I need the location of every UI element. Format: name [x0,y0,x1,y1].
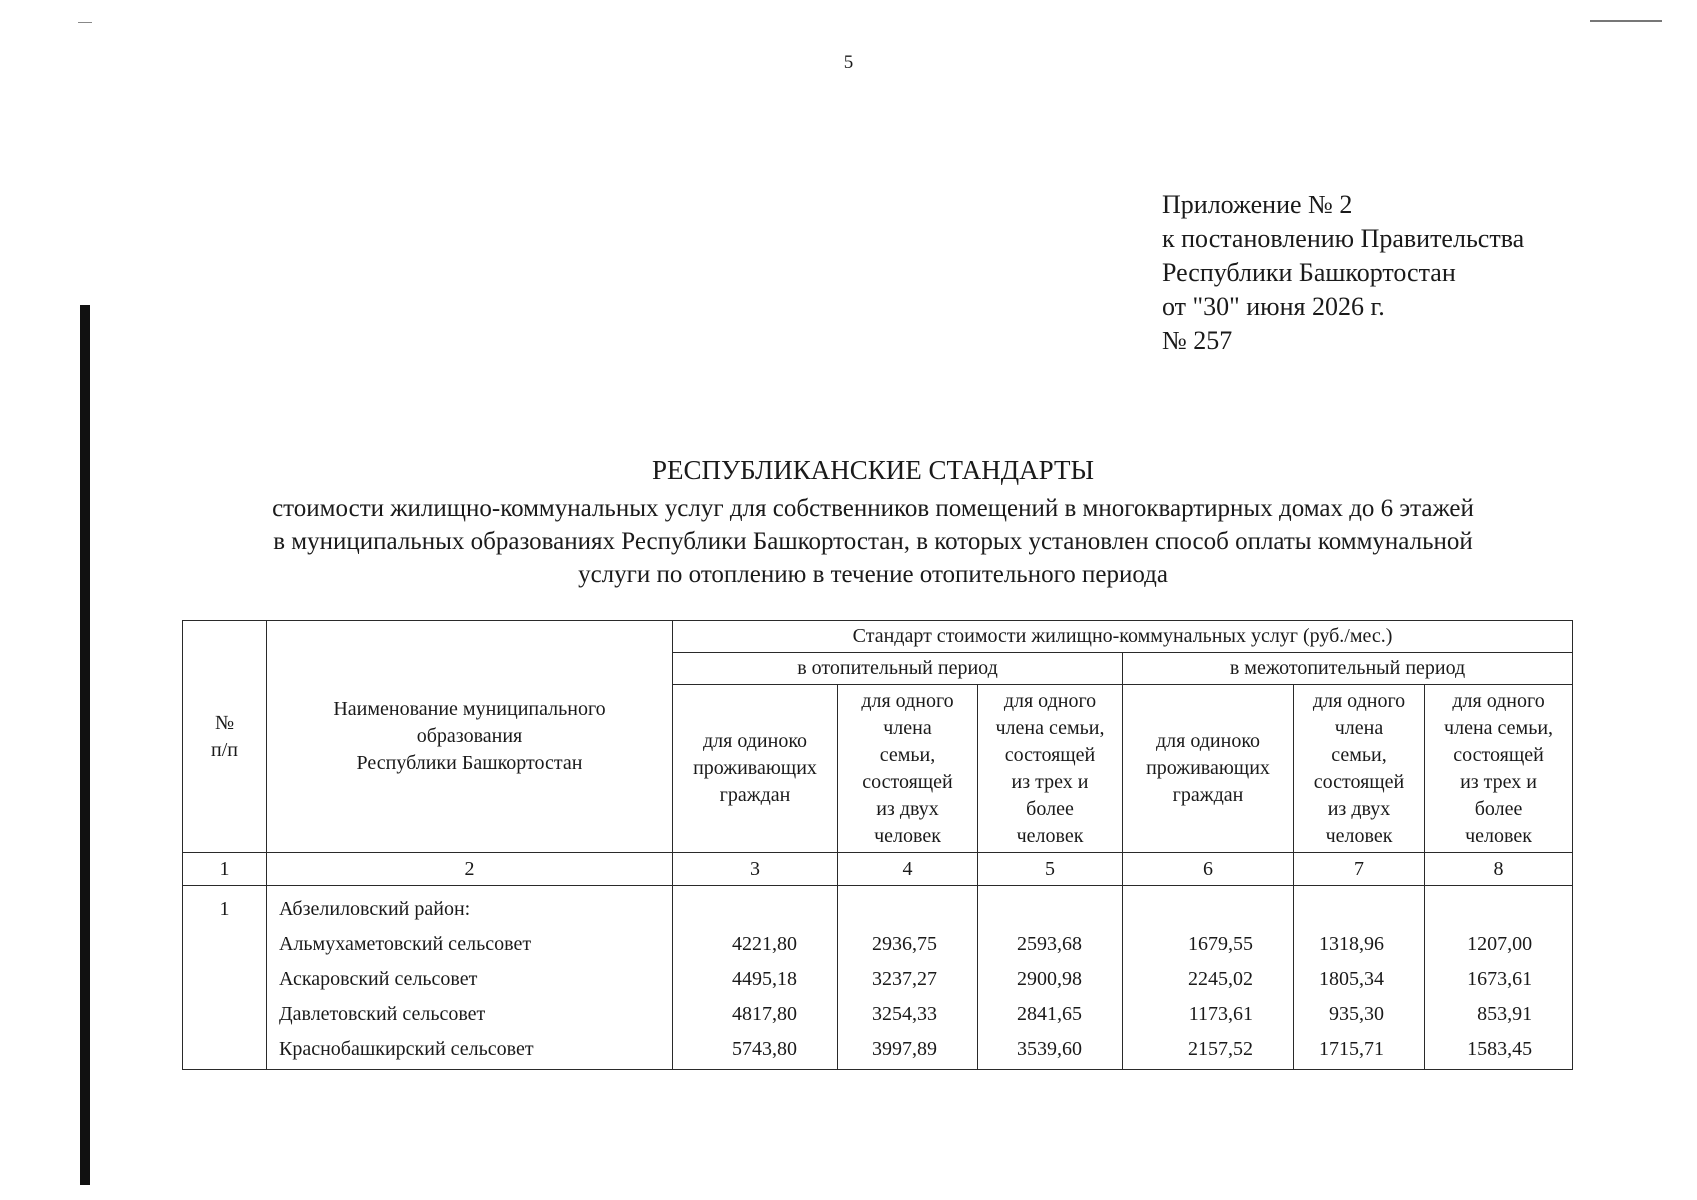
cost-value: 853,91 [1477,1003,1533,1025]
municipality-name: Давлетовский сельсовет [279,1003,486,1025]
header-sub-line: для одного [861,689,954,712]
header-sub-line: члена [883,716,932,739]
scan-artifact-line [78,22,92,23]
header-sub-line: человек [1325,824,1393,847]
district-title: Абзелиловский район: [279,898,471,920]
empty-value-line [677,892,833,927]
cost-value: 2841,65 [1017,1003,1082,1025]
cost-value: 1679,55 [1188,933,1253,955]
cost-value: 935,30 [1329,1003,1384,1025]
column-number-row [183,853,1573,886]
scan-artifact-line [1590,20,1662,22]
header-sub-line: члена [1334,716,1384,739]
header-sub-line: для одиноко [702,730,808,752]
header-num-line: п/п [211,738,238,761]
header-sub-line: из трех и [1460,770,1537,793]
column-number: 7 [1294,853,1425,886]
empty-value-line [1429,892,1568,927]
header-sub-line: человек [874,824,941,847]
value-cell-col8 [1425,886,1573,1070]
header-non-heating-period: в межотопительный период [1123,653,1573,685]
municipality-name: Альмухаметовский сельсовет [279,933,532,955]
header-sub-line: более [1026,797,1074,820]
title-block [150,454,1596,591]
header-sub-line: для одного [1312,689,1406,712]
header-sub-two [1294,685,1425,853]
appendix-line: от "30" июня 2026 г. [1162,292,1385,321]
header-sub-line: из двух [1327,797,1391,820]
cost-value: 3237,27 [872,968,937,990]
appendix-line: Приложение № 2 [1162,190,1353,219]
header-sub-line: проживающих [693,757,817,779]
cost-value: 2245,02 [1188,968,1253,990]
cost-value: 1673,61 [1467,968,1533,990]
cost-value: 1715,71 [1319,1038,1384,1060]
document-subtitle [150,492,1596,591]
header-sub-line: состоящей [1453,743,1544,766]
header-sub-line: семьи, [1331,743,1387,766]
value-cell-col6 [1123,886,1294,1070]
subtitle-line: в муниципальных образованиях Республики Башкортостан, в которых установлен способ оплаты коммунальной [273,528,1473,555]
cost-value: 2157,52 [1188,1038,1253,1060]
municipality-name-cell [267,886,673,1070]
cost-value: 1207,00 [1467,933,1533,955]
header-num-line: № [214,711,235,734]
header-sub-line: человек [1016,824,1084,847]
header-sub-three [978,685,1123,853]
header-sub-single [1123,685,1294,853]
cost-value: 2593,68 [1017,933,1082,955]
empty-value-line [1298,892,1420,927]
column-number: 5 [978,853,1123,886]
cost-value: 3254,33 [872,1003,937,1025]
appendix-line: к постановлению Правительства [1162,224,1525,253]
header-sub-line: семьи, [879,743,936,766]
cost-value: 1318,96 [1319,933,1384,955]
municipality-name: Аскаровский сельсовет [279,968,478,990]
subtitle-line: услуги по отоплению в течение отопительного периода [578,561,1168,588]
column-number: 3 [673,853,838,886]
empty-value-line [842,892,973,927]
header-sub-line: члена семьи, [995,716,1105,739]
document-title: РЕСПУБЛИКАНСКИЕ СТАНДАРТЫ [652,455,1094,485]
empty-value-line [1127,892,1289,927]
cost-value: 1173,61 [1188,1003,1253,1025]
column-number: 2 [267,853,673,886]
cost-value: 1583,45 [1467,1038,1533,1060]
header-sub-two [838,685,978,853]
row-number-cell [183,886,267,1070]
cost-value: 4221,80 [732,933,797,955]
header-sub-line: из двух [876,797,939,820]
cost-value: 5743,80 [732,1038,797,1060]
value-cell-col3 [673,886,838,1070]
cost-value: 3539,60 [1017,1038,1082,1060]
value-cell-col7 [1294,886,1425,1070]
appendix-line: Республики Башкортостан [1162,258,1456,287]
cost-value: 3997,89 [872,1038,937,1060]
column-number: 4 [838,853,978,886]
header-sub-line: граждан [1172,784,1244,806]
header-num [183,621,267,853]
header-name-line: Наименование муниципального [333,698,606,720]
header-name-line: образования [416,725,523,747]
value-cell-col4 [838,886,978,1070]
header-sub-line: члена семьи, [1444,716,1554,739]
page-number: 5 [843,52,854,73]
cost-value: 2900,98 [1017,968,1082,990]
value-cell-col5 [978,886,1123,1070]
cost-value: 1805,34 [1319,968,1384,990]
header-sub-line: состоящей [1004,743,1096,766]
column-number: 1 [183,853,267,886]
header-sub-line: для одного [1452,689,1545,712]
row-number: 1 [219,898,230,920]
table-row [183,886,1573,1070]
standards-table [182,620,1573,1070]
header-sub-line: проживающих [1146,757,1270,779]
header-sub-three [1425,685,1573,853]
scan-edge-shadow [80,305,90,1185]
header-sub-line: человек [1465,824,1532,847]
header-sub-single [673,685,838,853]
header-name-line: Республики Башкортостан [356,752,583,774]
cost-value: 4817,80 [732,1003,797,1025]
empty-value-line [982,892,1118,927]
column-number: 8 [1425,853,1573,886]
column-number: 6 [1123,853,1294,886]
header-sub-line: состоящей [1313,770,1405,793]
header-name [267,621,673,853]
header-sub-line: для одного [1003,689,1097,712]
cost-value: 4495,18 [732,968,797,990]
header-sub-line: для одиноко [1155,730,1261,752]
header-standard: Стандарт стоимости жилищно-коммунальных услуг (руб./мес.) [673,621,1573,653]
municipality-name: Краснобашкирский сельсовет [279,1038,534,1060]
header-sub-line: более [1474,797,1523,820]
cost-value: 2936,75 [872,933,937,955]
header-sub-line: состоящей [862,770,953,793]
header-heating-period: в отопительный период [673,653,1123,685]
subtitle-line: стоимости жилищно-коммунальных услуг для собственников помещений в многоквартирных домах до 6 этажей [272,495,1474,522]
header-sub-line: из трех и [1011,770,1089,793]
appendix-note [1162,188,1524,358]
header-sub-line: граждан [719,784,791,806]
appendix-line: № 257 [1162,326,1233,355]
